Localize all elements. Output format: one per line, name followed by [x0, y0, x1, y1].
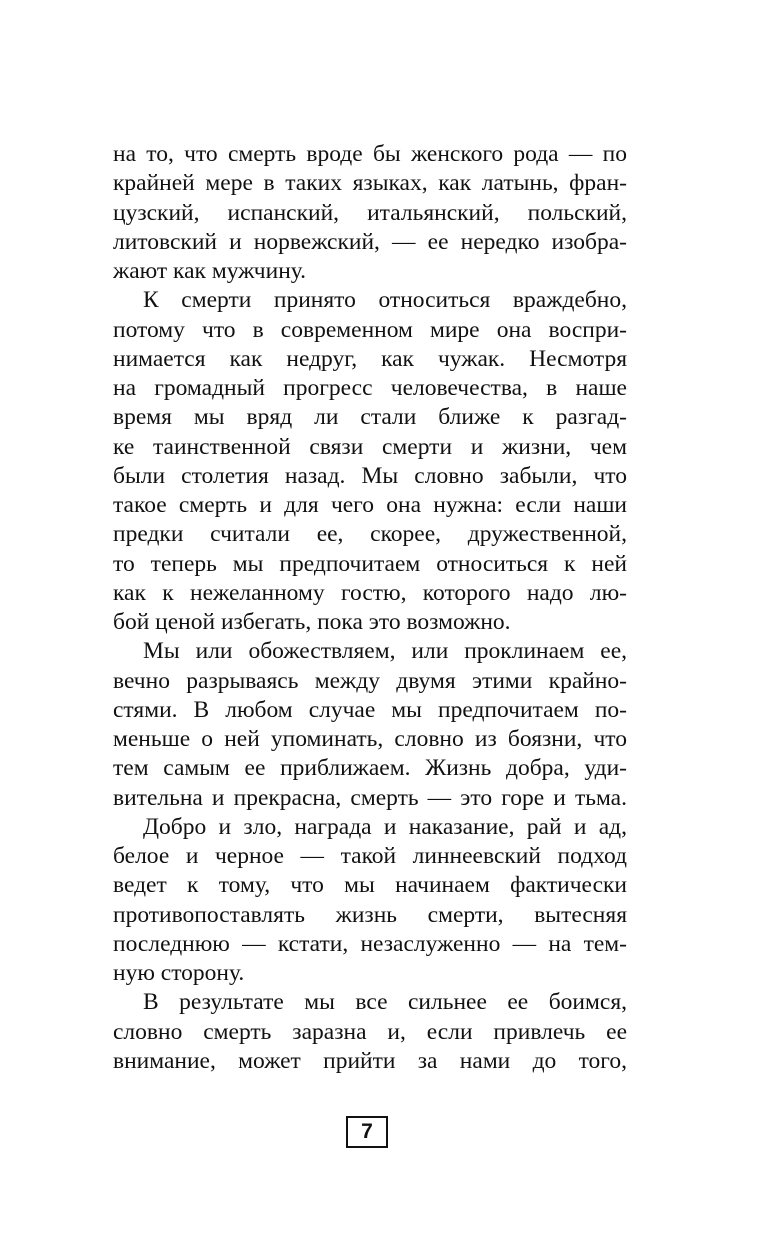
text-line: меньше о ней упоминать, словно из боязни, что [113, 726, 627, 752]
paragraph-3 [113, 637, 627, 813]
paragraph-4 [113, 813, 627, 989]
text-line: ведет к тому, что мы начинаем фактически [113, 872, 627, 899]
text-line: вечно разрываясь между двумя этими крайно- [113, 667, 627, 694]
paragraph-1 [113, 140, 627, 286]
text-line: бой ценой избегать, пока это возможно. [113, 609, 511, 635]
text-line: жают как мужчину. [113, 258, 307, 284]
text-line: В результате мы все сильнее ее боимся, [143, 989, 627, 1016]
text-line: на громадный прогресс человечества, в наше [113, 375, 627, 401]
text-line: цузский, испанский, итальянский, польский, [113, 199, 627, 226]
text-line: белое и черное — такой линнеевский подход [113, 843, 627, 869]
text-line: на то, что смерть вроде бы женского рода — по [113, 141, 627, 167]
text-line: такое смерть и для чего она нужна: если наши [113, 492, 627, 518]
text-line: литовский и норвежский, — ее нередко изобра- [113, 228, 627, 255]
text-line: стями. В любом случае мы предпочитаем по- [113, 696, 627, 723]
text-line: последнюю — кстати, незаслуженно — на тем- [113, 930, 627, 957]
page-body [113, 140, 627, 1076]
text-line: внимание, может прийти за нами до того, [113, 1047, 627, 1074]
paragraph-5 [113, 988, 627, 1076]
text-line: время мы вряд ли стали ближе к разгад- [113, 404, 627, 431]
text-line: ную сторону. [113, 960, 245, 986]
text-line: вительна и прекрасна, смерть — это горе и тьма. [113, 784, 627, 811]
text-line: Добро и зло, награда и наказание, рай и ад, [143, 813, 627, 840]
page-number: 7 [346, 1116, 388, 1148]
text-line: ке таинственной связи смерти и жизни, чем [113, 433, 627, 460]
text-line: словно смерть заразна и, если привлечь ее [113, 1018, 627, 1045]
text-line: предки считали ее, скорее, дружественной, [113, 521, 627, 548]
text-line: были столетия назад. Мы словно забыли, что [113, 462, 627, 489]
text-line: как к нежеланному гостю, которого надо лю- [113, 579, 627, 606]
text-line: К смерти принято относиться враждебно, [143, 287, 627, 314]
text-line: нимается как недруг, как чужак. Несмотря [113, 345, 627, 372]
text-line: Мы или обожествляем, или проклинаем ее, [143, 638, 627, 665]
paragraph-2 [113, 286, 627, 637]
text-line: тем самым ее приближаем. Жизнь добра, уди- [113, 755, 627, 782]
text-line: противопоставлять жизнь смерти, вытесняя [113, 901, 627, 928]
text-line: то теперь мы предпочитаем относиться к ней [113, 550, 627, 577]
text-line: потому что в современном мире она воспри- [113, 316, 627, 343]
text-line: крайней мере в таких языках, как латынь, фран- [113, 170, 627, 197]
